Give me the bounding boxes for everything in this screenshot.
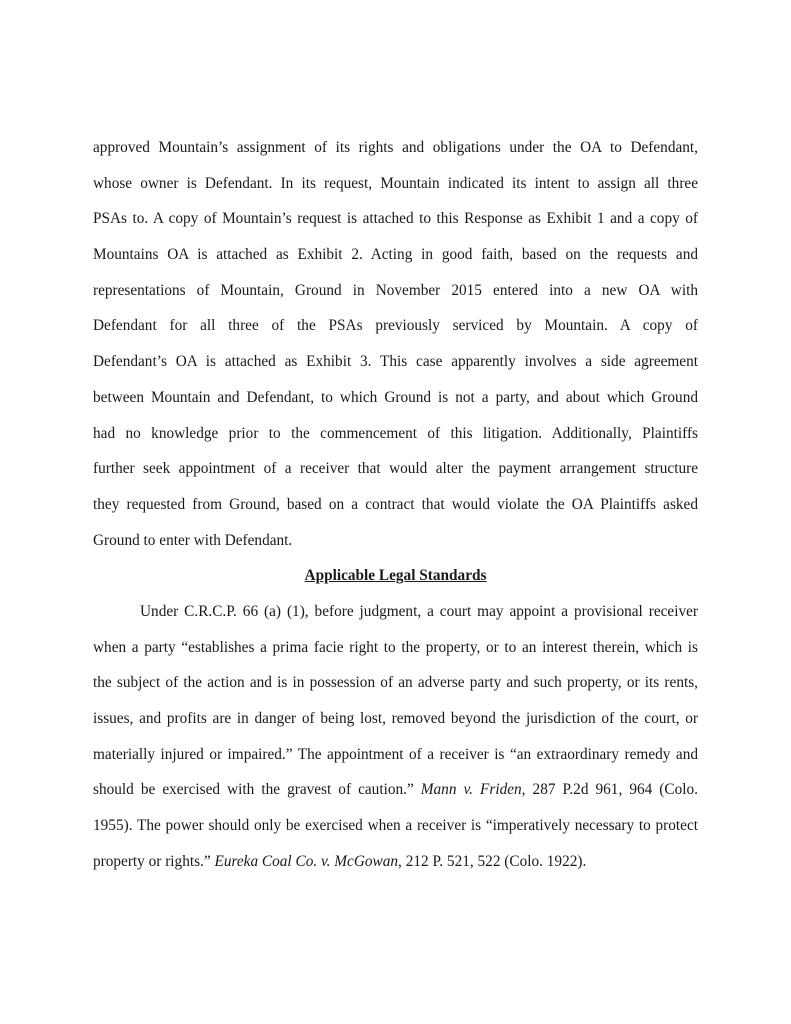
line-text: property or rights.” xyxy=(93,852,211,870)
text-line: materially injured or impaired.” The appointment of a receiver is “an extraordinary remedy and xyxy=(93,745,698,763)
text-line: further seek appointment of a receiver that would alter the payment arrangement structure xyxy=(93,460,698,478)
text-line-with-citation xyxy=(93,844,698,880)
body-paragraph xyxy=(93,130,698,558)
text-line: Ground to enter with Defendant. xyxy=(93,531,293,549)
text-line: Defendant for all three of the PSAs previously serviced by Mountain. A copy of xyxy=(93,317,698,335)
text-line: approved Mountain’s assignment of its rights and obligations under the OA to Defendant, xyxy=(93,139,698,156)
section-heading-text: Applicable Legal Standards xyxy=(304,567,487,585)
case-name: Mann v. Friden xyxy=(420,781,522,799)
text-line: Mountains OA is attached as Exhibit 2. Acting in good faith, based on the requests and xyxy=(93,246,698,264)
citation: , 287 P.2d 961, 964 (Colo. xyxy=(521,781,698,799)
text-line: whose owner is Defendant. In its request, Mountain indicated its intent to assign all three xyxy=(93,174,698,192)
legal-standards-paragraph xyxy=(93,594,698,880)
text-line: Under C.R.C.P. 66 (a) (1), before judgment, a court may appoint a provisional receiver xyxy=(140,602,698,620)
text-line: when a party “establishes a prima facie right to the property, or to an interest therein, which is xyxy=(93,638,698,656)
line-text: should be exercised with the gravest of caution.” xyxy=(93,781,414,799)
text-line-with-citation xyxy=(93,772,698,808)
case-name: Eureka Coal Co. v. McGowan xyxy=(214,852,399,870)
section-heading xyxy=(93,558,698,594)
text-line: PSAs to. A copy of Mountain’s request is attached to this Response as Exhibit 1 and a copy of xyxy=(93,210,698,228)
text-line: representations of Mountain, Ground in November 2015 entered into a new OA with xyxy=(93,281,698,299)
citation: , 212 P. 521, 522 (Colo. 1922). xyxy=(398,852,587,870)
text-line: issues, and profits are in danger of being lost, removed beyond the jurisdiction of the court, or xyxy=(93,710,698,727)
document-page xyxy=(93,130,698,879)
text-line: Defendant’s OA is attached as Exhibit 3. This case apparently involves a side agreement xyxy=(93,353,698,371)
text-line: between Mountain and Defendant, to which Ground is not a party, and about which Ground xyxy=(93,388,698,406)
text-line: the subject of the action and is in possession of an adverse party and such property, or its rents, xyxy=(93,674,698,692)
text-line: 1955). The power should only be exercised when a receiver is “imperatively necessary to protect xyxy=(93,817,698,835)
text-line: they requested from Ground, based on a contract that would violate the OA Plaintiffs asked xyxy=(93,495,698,513)
text-line: had no knowledge prior to the commencement of this litigation. Additionally, Plaintiffs xyxy=(93,424,698,442)
